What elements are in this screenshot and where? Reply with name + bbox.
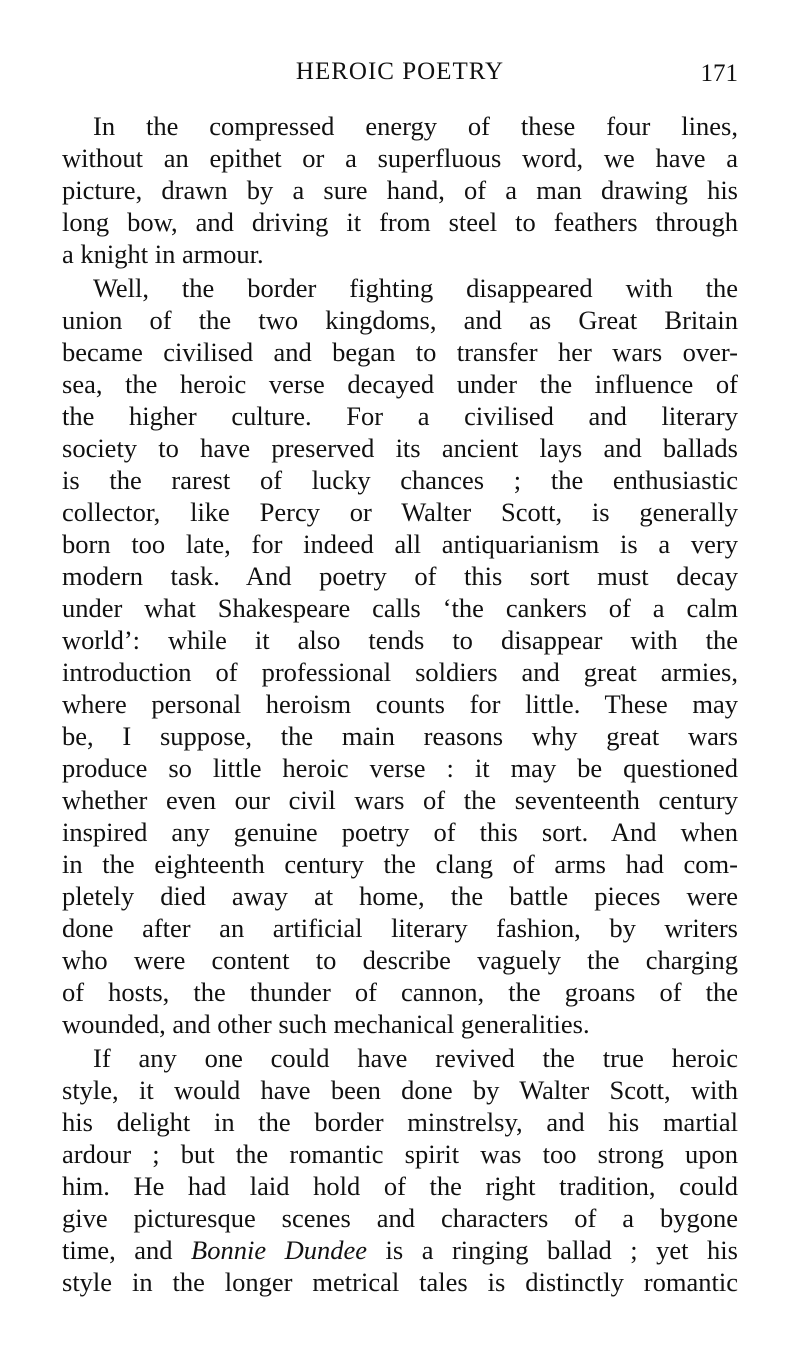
text-line: Well, the border fighting disappeared with the: [93, 273, 738, 303]
text-line: be, I suppose, the main reasons why great wars: [62, 721, 738, 751]
text-line: introduction of professional soldiers and great armies,: [62, 657, 738, 687]
text-line: sea, the heroic verse decayed under the influence of: [62, 369, 738, 399]
text-line: became civilised and began to transfer her wars over-: [62, 337, 738, 367]
text-line: If any one could have revived the true heroic: [93, 1043, 738, 1073]
text-line: pletely died away at home, the battle pieces were: [62, 881, 738, 911]
text-line: inspired any genuine poetry of this sort. And when: [62, 817, 738, 847]
text-line: style, it would have been done by Walter Scott, with: [62, 1075, 738, 1105]
paragraph: [62, 1042, 738, 1298]
body-text: [62, 110, 738, 1298]
text-line: born too late, for indeed all antiquarianism is a very: [62, 529, 738, 559]
text-line: ardour ; but the romantic spirit was too strong upon: [62, 1139, 738, 1169]
text-line: in the eighteenth century the clang of arms had com-: [62, 849, 738, 879]
text-line: whether even our civil wars of the seventeenth century: [62, 785, 738, 815]
running-title: HEROIC POETRY: [295, 58, 505, 85]
text-line: collector, like Percy or Walter Scott, is generally: [62, 497, 738, 527]
text-line: give picturesque scenes and characters of a bygone: [62, 1203, 738, 1233]
text-line: modern task. And poetry of this sort must decay: [62, 561, 738, 591]
text-line: union of the two kingdoms, and as Great Britain: [62, 305, 738, 335]
text-line: society to have preserved its ancient lays and ballads: [62, 433, 738, 463]
text-line: a knight in armour.: [62, 239, 264, 269]
text-segment: time, and: [62, 1235, 192, 1265]
paragraph: [62, 272, 738, 1040]
text-line: him. He had laid hold of the right tradition, could: [62, 1171, 738, 1201]
text-line: wounded, and other such mechanical generalities.: [62, 1009, 590, 1039]
text-line: picture, drawn by a sure hand, of a man drawing his: [62, 175, 738, 205]
text-line: style in the longer metrical tales is distinctly romantic: [62, 1267, 738, 1297]
text-line: the higher culture. For a civilised and literary: [62, 401, 738, 431]
text-line: of hosts, the thunder of cannon, the groans of the: [62, 977, 738, 1007]
text-line: long bow, and driving it from steel to feathers through: [62, 207, 738, 237]
page-header: [62, 56, 738, 92]
text-line: without an epithet or a superfluous word, we have a: [62, 143, 738, 173]
italic-title: Bonnie Dundee: [191, 1235, 367, 1265]
text-line: where personal heroism counts for little. These may: [62, 689, 738, 719]
text-line: done after an artificial literary fashion, by writers: [62, 913, 738, 943]
text-line: In the compressed energy of these four lines,: [93, 111, 738, 141]
paragraph: [62, 110, 738, 270]
text-line: [62, 1234, 738, 1266]
text-segment: is a ringing ballad ; yet his: [367, 1235, 738, 1265]
page-number: 171: [700, 60, 738, 87]
text-line: his delight in the border minstrelsy, and his martial: [62, 1107, 738, 1137]
text-line: is the rarest of lucky chances ; the enthusiastic: [62, 465, 738, 495]
text-line: world’: while it also tends to disappear with the: [62, 625, 738, 655]
text-line: produce so little heroic verse : it may be questioned: [62, 753, 738, 783]
text-line: under what Shakespeare calls ‘the cankers of a calm: [62, 593, 738, 623]
text-line: who were content to describe vaguely the charging: [62, 945, 738, 975]
